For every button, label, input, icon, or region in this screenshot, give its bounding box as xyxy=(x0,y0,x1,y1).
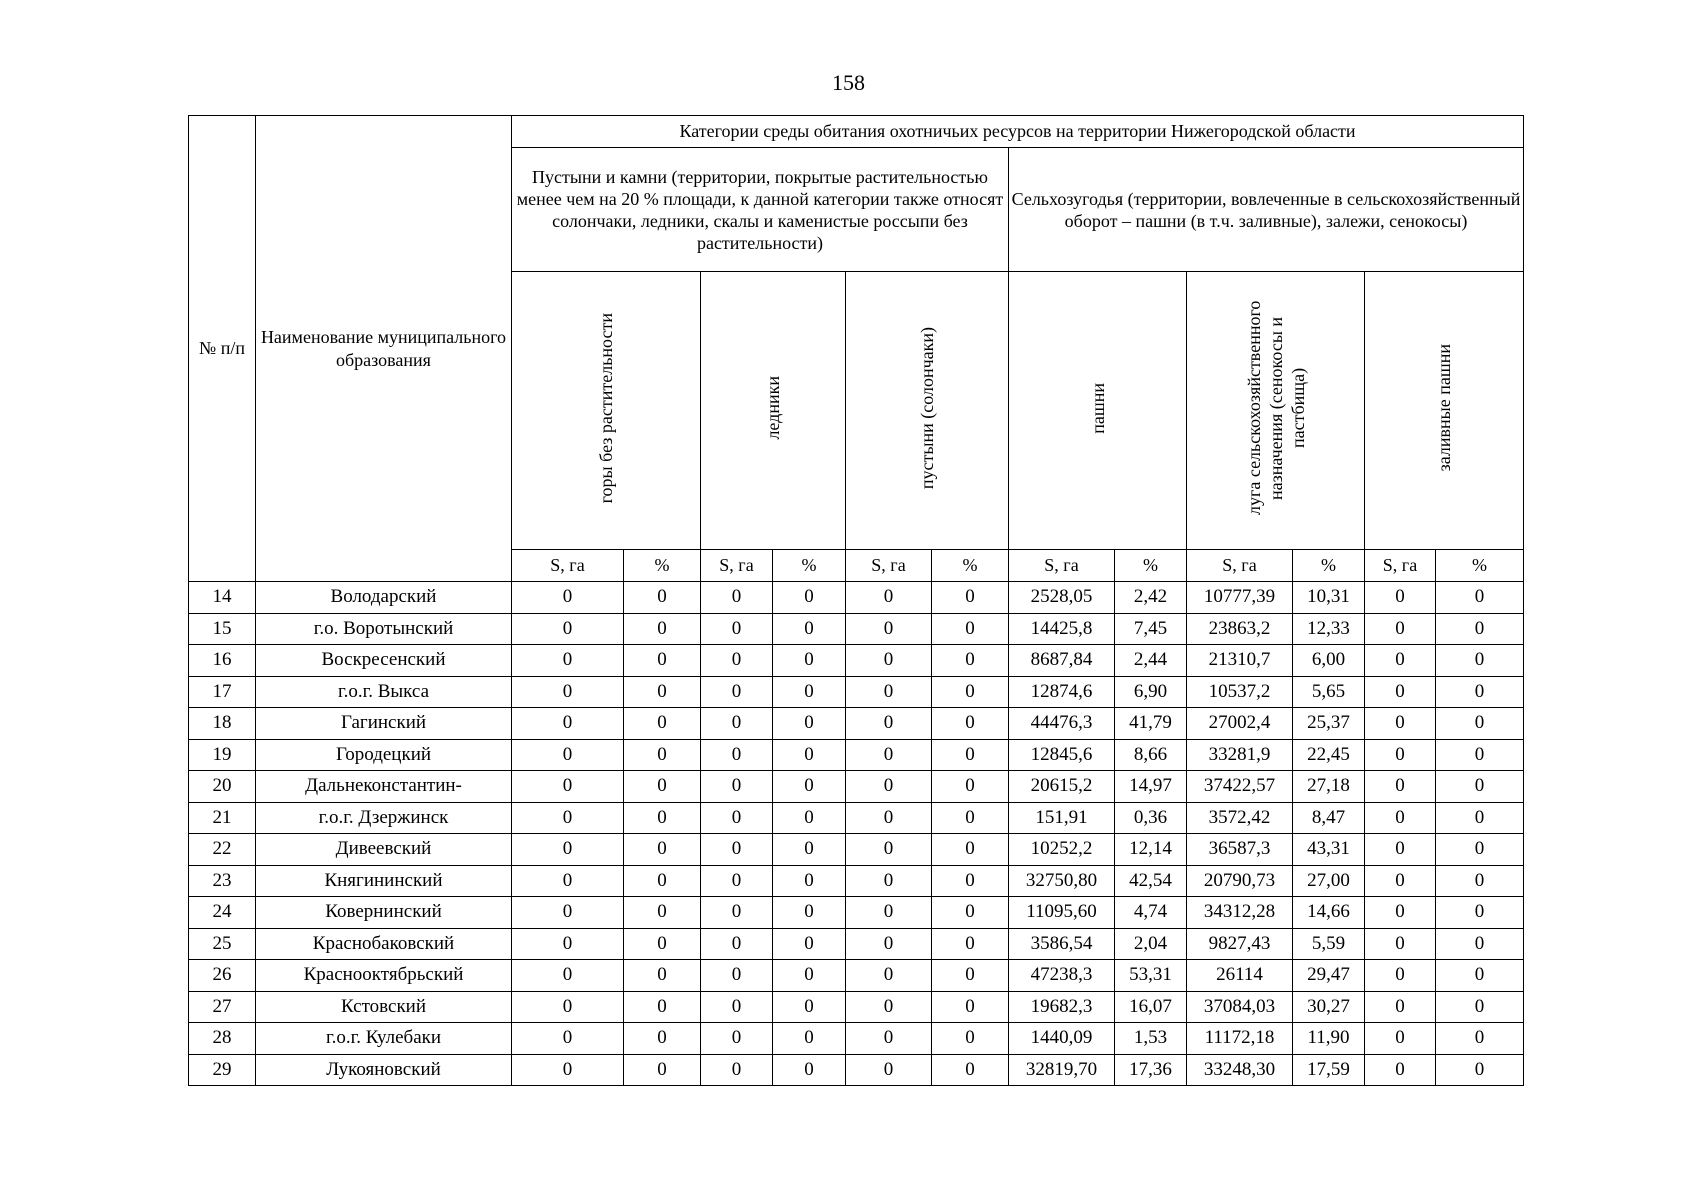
table-cell: 0,36 xyxy=(1115,802,1187,834)
table-cell: 0 xyxy=(773,865,846,897)
table-cell: 14,66 xyxy=(1293,897,1365,929)
table-cell: 0 xyxy=(701,991,773,1023)
table-cell: 0 xyxy=(624,582,701,614)
row-municipality: г.о.г. Дзержинск xyxy=(256,802,512,834)
table-cell: 0 xyxy=(1365,613,1436,645)
table-cell: 0 xyxy=(846,771,932,803)
table-row xyxy=(189,1023,1524,1055)
table-cell: 3586,54 xyxy=(1009,928,1115,960)
table-cell: 0 xyxy=(932,865,1009,897)
table-cell: 1440,09 xyxy=(1009,1023,1115,1055)
row-municipality: Городецкий xyxy=(256,739,512,771)
column-group-deserts: Пустыни и камни (территории, покрытые растительностью менее чем на 20 % площади, к данной категории также относят солончаки, ледники, скалы и каменистые россыпи без растительности) xyxy=(512,148,1009,272)
table-cell: 0 xyxy=(701,1054,773,1086)
table-header xyxy=(189,116,1524,582)
row-municipality: Володарский xyxy=(256,582,512,614)
table-cell: 0 xyxy=(1365,834,1436,866)
table-cell: 11172,18 xyxy=(1187,1023,1293,1055)
table-cell: 0 xyxy=(701,582,773,614)
table-cell: 0 xyxy=(624,613,701,645)
column-header-glaciers xyxy=(701,272,846,550)
table-cell: 0 xyxy=(1436,645,1524,677)
table-cell: 0 xyxy=(701,802,773,834)
row-number: 25 xyxy=(189,928,256,960)
table-cell: 0 xyxy=(1365,928,1436,960)
table-cell: 0 xyxy=(701,739,773,771)
table-cell: 0 xyxy=(1365,960,1436,992)
column-header-name: Наименование муниципального образования xyxy=(256,116,512,582)
table-row xyxy=(189,582,1524,614)
table-cell: 2,04 xyxy=(1115,928,1187,960)
table-row xyxy=(189,739,1524,771)
table-cell: 5,59 xyxy=(1293,928,1365,960)
table-cell: 0 xyxy=(773,928,846,960)
row-municipality: г.о.г. Кулебаки xyxy=(256,1023,512,1055)
table-cell: 12845,6 xyxy=(1009,739,1115,771)
table-cell: 0 xyxy=(1436,708,1524,740)
table-cell: 2,44 xyxy=(1115,645,1187,677)
table-cell: 0 xyxy=(512,613,624,645)
row-number: 23 xyxy=(189,865,256,897)
table-cell: 0 xyxy=(846,1054,932,1086)
table-cell: 0 xyxy=(1365,771,1436,803)
table-cell: 0 xyxy=(773,960,846,992)
table-cell: 0 xyxy=(512,960,624,992)
table-cell: 0 xyxy=(932,897,1009,929)
table-row xyxy=(189,802,1524,834)
table-cell: 0 xyxy=(1365,676,1436,708)
table-cell: 0 xyxy=(512,708,624,740)
table-cell: 17,59 xyxy=(1293,1054,1365,1086)
table-cell: 0 xyxy=(1436,676,1524,708)
row-number: 15 xyxy=(189,613,256,645)
row-number: 24 xyxy=(189,897,256,929)
table-cell: 0 xyxy=(1436,771,1524,803)
table-cell: 0 xyxy=(512,739,624,771)
table-cell: 0 xyxy=(846,960,932,992)
table-cell: 43,31 xyxy=(1293,834,1365,866)
column-group-farmland: Сельхозугодья (территории, вовлеченные в сельскохозяйственный оборот – пашни (в т.ч. заливные), залежи, сенокосы) xyxy=(1009,148,1524,272)
table-cell: 10537,2 xyxy=(1187,676,1293,708)
table-cell: 0 xyxy=(624,1054,701,1086)
table-cell: 10252,2 xyxy=(1009,834,1115,866)
table-cell: 12,14 xyxy=(1115,834,1187,866)
column-header-meadows xyxy=(1187,272,1365,550)
table-cell: 53,31 xyxy=(1115,960,1187,992)
table-cell: 2,42 xyxy=(1115,582,1187,614)
table-cell: 14425,8 xyxy=(1009,613,1115,645)
table-cell: 0 xyxy=(932,613,1009,645)
table-cell: 0 xyxy=(932,991,1009,1023)
table-row xyxy=(189,991,1524,1023)
table-cell: 0 xyxy=(512,771,624,803)
unit-percent: % xyxy=(624,550,701,582)
table-cell: 0 xyxy=(1436,865,1524,897)
table-cell: 0 xyxy=(932,739,1009,771)
table-cell: 0 xyxy=(512,802,624,834)
table-cell: 26114 xyxy=(1187,960,1293,992)
table-cell: 0 xyxy=(846,582,932,614)
table-row xyxy=(189,1054,1524,1086)
table-cell: 0 xyxy=(773,1054,846,1086)
row-number: 27 xyxy=(189,991,256,1023)
table-cell: 6,90 xyxy=(1115,676,1187,708)
table-cell: 0 xyxy=(701,613,773,645)
table-row xyxy=(189,897,1524,929)
table-cell: 14,97 xyxy=(1115,771,1187,803)
table-cell: 20615,2 xyxy=(1009,771,1115,803)
table-cell: 0 xyxy=(773,1023,846,1055)
row-municipality: Лукояновский xyxy=(256,1054,512,1086)
table-cell: 3572,42 xyxy=(1187,802,1293,834)
column-header-arable xyxy=(1009,272,1187,550)
table-cell: 34312,28 xyxy=(1187,897,1293,929)
table-cell: 0 xyxy=(773,771,846,803)
unit-area: S, га xyxy=(1187,550,1293,582)
table-cell: 0 xyxy=(1365,991,1436,1023)
table-cell: 0 xyxy=(932,1054,1009,1086)
row-municipality: Краснооктябрьский xyxy=(256,960,512,992)
table-row xyxy=(189,928,1524,960)
table-cell: 21310,7 xyxy=(1187,645,1293,677)
table-cell: 11095,60 xyxy=(1009,897,1115,929)
table-cell: 0 xyxy=(1436,613,1524,645)
table-cell: 0 xyxy=(512,645,624,677)
table-cell: 0 xyxy=(624,645,701,677)
table-cell: 0 xyxy=(512,991,624,1023)
table-cell: 0 xyxy=(1436,960,1524,992)
table-cell: 17,36 xyxy=(1115,1054,1187,1086)
table-cell: 0 xyxy=(1365,739,1436,771)
table-cell: 0 xyxy=(701,865,773,897)
table-cell: 0 xyxy=(773,897,846,929)
table-row xyxy=(189,645,1524,677)
row-number: 19 xyxy=(189,739,256,771)
table-cell: 0 xyxy=(624,834,701,866)
table-cell: 0 xyxy=(932,676,1009,708)
row-municipality: Княгининский xyxy=(256,865,512,897)
table-cell: 12874,6 xyxy=(1009,676,1115,708)
table-cell: 0 xyxy=(624,1023,701,1055)
column-header-categories: Категории среды обитания охотничьих ресурсов на территории Нижегородской области xyxy=(512,116,1524,148)
row-municipality: Воскресенский xyxy=(256,645,512,677)
table-cell: 0 xyxy=(624,739,701,771)
table-row xyxy=(189,613,1524,645)
table-cell: 0 xyxy=(773,582,846,614)
table-cell: 0 xyxy=(701,645,773,677)
table-cell: 0 xyxy=(773,834,846,866)
table-cell: 0 xyxy=(512,1054,624,1086)
table-cell: 30,27 xyxy=(1293,991,1365,1023)
row-number: 17 xyxy=(189,676,256,708)
table-cell: 0 xyxy=(1365,865,1436,897)
table-cell: 0 xyxy=(846,834,932,866)
table-cell: 0 xyxy=(512,676,624,708)
table-cell: 0 xyxy=(1365,708,1436,740)
table-cell: 0 xyxy=(932,582,1009,614)
table-cell: 0 xyxy=(773,739,846,771)
table-cell: 5,65 xyxy=(1293,676,1365,708)
table-cell: 8,47 xyxy=(1293,802,1365,834)
table-cell: 0 xyxy=(932,960,1009,992)
table-cell: 0 xyxy=(624,928,701,960)
table-cell: 0 xyxy=(701,708,773,740)
column-header-arable-label: пашни xyxy=(1087,382,1108,434)
table-cell: 0 xyxy=(512,928,624,960)
table-row xyxy=(189,708,1524,740)
unit-area: S, га xyxy=(512,550,624,582)
table-cell: 29,47 xyxy=(1293,960,1365,992)
column-header-salt-deserts xyxy=(846,272,1009,550)
table-cell: 19682,3 xyxy=(1009,991,1115,1023)
table-cell: 10,31 xyxy=(1293,582,1365,614)
table-cell: 0 xyxy=(846,739,932,771)
table-cell: 0 xyxy=(1365,645,1436,677)
column-header-glaciers-label: ледники xyxy=(763,376,783,440)
table-cell: 0 xyxy=(1365,582,1436,614)
table-cell: 0 xyxy=(932,771,1009,803)
table-cell: 0 xyxy=(624,991,701,1023)
table-cell: 0 xyxy=(512,582,624,614)
table-cell: 0 xyxy=(1436,897,1524,929)
table-cell: 0 xyxy=(624,676,701,708)
table-cell: 37084,03 xyxy=(1187,991,1293,1023)
table-cell: 0 xyxy=(624,708,701,740)
table-cell: 25,37 xyxy=(1293,708,1365,740)
table-cell: 0 xyxy=(624,865,701,897)
table-cell: 0 xyxy=(846,865,932,897)
table-row xyxy=(189,771,1524,803)
table-cell: 0 xyxy=(701,897,773,929)
row-number: 22 xyxy=(189,834,256,866)
table-cell: 0 xyxy=(846,676,932,708)
table-cell: 0 xyxy=(773,991,846,1023)
unit-area: S, га xyxy=(846,550,932,582)
table-cell: 151,91 xyxy=(1009,802,1115,834)
table-cell: 2528,05 xyxy=(1009,582,1115,614)
table-cell: 0 xyxy=(1365,802,1436,834)
table-cell: 0 xyxy=(773,645,846,677)
table-cell: 33281,9 xyxy=(1187,739,1293,771)
table-cell: 20790,73 xyxy=(1187,865,1293,897)
column-header-flooded-arable-label: заливные пашни xyxy=(1434,344,1454,472)
table-cell: 4,74 xyxy=(1115,897,1187,929)
row-municipality: Дивеевский xyxy=(256,834,512,866)
table-cell: 0 xyxy=(932,645,1009,677)
row-number: 18 xyxy=(189,708,256,740)
table-cell: 10777,39 xyxy=(1187,582,1293,614)
table-cell: 0 xyxy=(701,771,773,803)
habitat-table xyxy=(188,115,1524,1086)
table-cell: 0 xyxy=(624,802,701,834)
table-cell: 0 xyxy=(846,928,932,960)
row-number: 20 xyxy=(189,771,256,803)
row-number: 26 xyxy=(189,960,256,992)
table-cell: 0 xyxy=(1365,1054,1436,1086)
row-municipality: Краснобаковский xyxy=(256,928,512,960)
column-header-mountains-label: горы без растительности xyxy=(596,312,616,504)
row-municipality: г.о.г. Выкса xyxy=(256,676,512,708)
table-cell: 0 xyxy=(512,897,624,929)
table-cell: 0 xyxy=(701,960,773,992)
row-number: 28 xyxy=(189,1023,256,1055)
table-cell: 0 xyxy=(624,897,701,929)
unit-area: S, га xyxy=(701,550,773,582)
table-cell: 0 xyxy=(512,865,624,897)
table-cell: 0 xyxy=(932,802,1009,834)
row-number: 29 xyxy=(189,1054,256,1086)
table-cell: 0 xyxy=(846,708,932,740)
table-cell: 27,00 xyxy=(1293,865,1365,897)
table-cell: 8687,84 xyxy=(1009,645,1115,677)
table-cell: 27,18 xyxy=(1293,771,1365,803)
table-cell: 0 xyxy=(1436,1023,1524,1055)
table-cell: 11,90 xyxy=(1293,1023,1365,1055)
table-cell: 0 xyxy=(1436,834,1524,866)
table-cell: 0 xyxy=(932,928,1009,960)
table-cell: 32750,80 xyxy=(1009,865,1115,897)
table-cell: 0 xyxy=(846,897,932,929)
row-municipality: Гагинский xyxy=(256,708,512,740)
unit-area: S, га xyxy=(1009,550,1115,582)
table-cell: 0 xyxy=(512,834,624,866)
table-cell: 27002,4 xyxy=(1187,708,1293,740)
table-cell: 0 xyxy=(773,676,846,708)
page-number: 158 xyxy=(832,70,865,95)
table-row xyxy=(189,834,1524,866)
table-cell: 0 xyxy=(932,834,1009,866)
table-cell: 12,33 xyxy=(1293,613,1365,645)
table-cell: 42,54 xyxy=(1115,865,1187,897)
row-municipality: Ковернинский xyxy=(256,897,512,929)
table-cell: 8,66 xyxy=(1115,739,1187,771)
table-cell: 0 xyxy=(512,1023,624,1055)
table-row xyxy=(189,865,1524,897)
table-cell: 0 xyxy=(773,708,846,740)
column-header-meadows-label: луга сельскохозяйственного назначения (сенокосы и пастбища) xyxy=(1243,300,1308,516)
table-cell: 6,00 xyxy=(1293,645,1365,677)
table-cell: 36587,3 xyxy=(1187,834,1293,866)
table-row xyxy=(189,960,1524,992)
table-cell: 0 xyxy=(846,1023,932,1055)
table-cell: 0 xyxy=(701,928,773,960)
column-header-flooded-arable xyxy=(1365,272,1524,550)
table-cell: 0 xyxy=(1365,1023,1436,1055)
table-cell: 0 xyxy=(846,613,932,645)
column-header-number: № п/п xyxy=(189,116,256,582)
row-number: 16 xyxy=(189,645,256,677)
table-body xyxy=(189,582,1524,1086)
column-header-mountains xyxy=(512,272,701,550)
table-cell: 1,53 xyxy=(1115,1023,1187,1055)
table-row xyxy=(189,676,1524,708)
row-municipality: Кстовский xyxy=(256,991,512,1023)
table-cell: 9827,43 xyxy=(1187,928,1293,960)
table-cell: 23863,2 xyxy=(1187,613,1293,645)
row-municipality: Дальнеконстантин- xyxy=(256,771,512,803)
table-cell: 0 xyxy=(932,708,1009,740)
unit-percent: % xyxy=(1115,550,1187,582)
table-cell: 41,79 xyxy=(1115,708,1187,740)
table-cell: 0 xyxy=(1436,928,1524,960)
table-cell: 33248,30 xyxy=(1187,1054,1293,1086)
table-cell: 47238,3 xyxy=(1009,960,1115,992)
table-cell: 0 xyxy=(1436,1054,1524,1086)
table-cell: 0 xyxy=(932,1023,1009,1055)
table-cell: 0 xyxy=(846,802,932,834)
table-cell: 16,07 xyxy=(1115,991,1187,1023)
table-cell: 0 xyxy=(624,771,701,803)
table-cell: 0 xyxy=(1436,582,1524,614)
table-cell: 0 xyxy=(1436,739,1524,771)
table-cell: 7,45 xyxy=(1115,613,1187,645)
row-municipality: г.о. Воротынский xyxy=(256,613,512,645)
table-cell: 37422,57 xyxy=(1187,771,1293,803)
row-number: 14 xyxy=(189,582,256,614)
table-cell: 0 xyxy=(624,960,701,992)
table-cell: 0 xyxy=(701,1023,773,1055)
table-cell: 44476,3 xyxy=(1009,708,1115,740)
table-cell: 0 xyxy=(701,834,773,866)
table-cell: 0 xyxy=(773,613,846,645)
table-cell: 22,45 xyxy=(1293,739,1365,771)
unit-percent: % xyxy=(932,550,1009,582)
table-cell: 0 xyxy=(1436,802,1524,834)
table-cell: 0 xyxy=(1436,991,1524,1023)
unit-area: S, га xyxy=(1365,550,1436,582)
unit-percent: % xyxy=(1436,550,1524,582)
table-cell: 32819,70 xyxy=(1009,1054,1115,1086)
column-header-salt-deserts-label: пустыни (солончаки) xyxy=(917,326,937,490)
unit-percent: % xyxy=(773,550,846,582)
row-number: 21 xyxy=(189,802,256,834)
table-cell: 0 xyxy=(701,676,773,708)
table-cell: 0 xyxy=(846,991,932,1023)
table-cell: 0 xyxy=(1365,897,1436,929)
table-cell: 0 xyxy=(773,802,846,834)
table-cell: 0 xyxy=(846,645,932,677)
unit-percent: % xyxy=(1293,550,1365,582)
